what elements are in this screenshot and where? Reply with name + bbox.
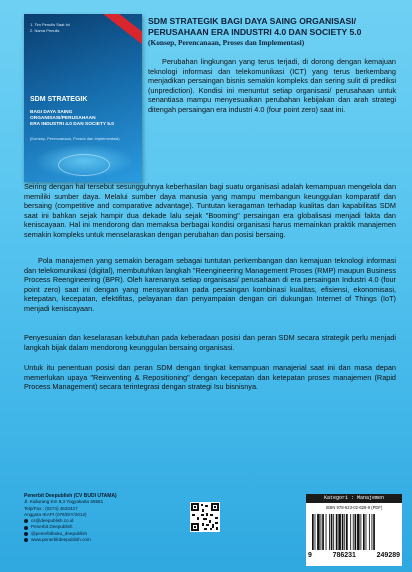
blurb-paragraph-3: Pola manajemen yang semakin beragam sebagai tuntutan perkembangan dan kemajuan teknologi informasi dan telekomunikasi (digital), membutuhkan langkah "Reengineering Management Proses (RMP) maupun Business Process Reengineering (BPR). Oleh karenanya setiap organisasi/ perusahaan di era persaingan Industri 4.0 (four point zero) saat ini dengan yang mensyaratkan pada persaingan kombinasi kualitas, efisiensi, ekonomisasi, ketepatan, kecepatan, efektifitas, pelayanan dan penyampaian dengan ciri dukungan Internet of Things (IoT) menjadi keniscayaan. xyxy=(24,256,396,313)
barcode-bar xyxy=(336,514,338,550)
barcode-bar xyxy=(315,514,316,550)
barcode-digits-right: 249289 xyxy=(376,552,400,559)
publisher-phone: Telp/Fax : (0274) 4533427 xyxy=(24,505,78,511)
barcode-digits-mid: 786231 xyxy=(332,552,356,559)
barcode-bar xyxy=(369,514,370,550)
thumbnail-subtitle: (Konsep, Perencanaan, Proses dan Implementasi) xyxy=(30,136,120,141)
publisher-address: Jl. Kaliurang Km 9,3 Yogyakarta 55581 xyxy=(24,499,104,505)
category-label: Kategori : Manajemen xyxy=(306,494,402,503)
barcode-bar xyxy=(363,514,365,550)
barcode-bar xyxy=(326,514,327,550)
thumbnail-network-graphic xyxy=(58,154,110,176)
barcode-bar xyxy=(331,514,333,550)
barcode-bar xyxy=(342,514,344,550)
barcode-icon xyxy=(310,514,398,552)
publisher-facebook[interactable]: Penerbit Deepublish xyxy=(31,524,73,530)
barcode-bar xyxy=(329,514,330,550)
barcode-bar xyxy=(321,514,322,550)
barcode-bar xyxy=(344,514,345,550)
publisher-website[interactable]: www.penerbitdeepublish.com xyxy=(31,537,91,543)
instagram-icon xyxy=(24,532,28,536)
globe-icon xyxy=(24,538,28,542)
thumbnail-title-lines: BAGI DAYA SAING ORGANISASI/PERUSAHAAN ERA INDUSTRI 4.0 DAN SOCIETY 5.0 xyxy=(30,110,114,127)
barcode-bar xyxy=(372,514,373,550)
thumbnail-authors: 1. Tim Penulis Saat Ini 2. Nama Penulis xyxy=(30,22,70,33)
barcode-bar xyxy=(350,514,351,550)
blurb-paragraph-4: Penyesuaian dan keselarasan kebutuhan pada keberadaan posisi dan peran SDM secara strategik perlu menjadi langkah bijak dalam mendorong keunggulan bersaing organisasi. xyxy=(24,333,396,352)
barcode-bar xyxy=(353,514,354,550)
facebook-icon xyxy=(24,526,28,530)
barcode-bar xyxy=(346,514,348,550)
barcode-bar xyxy=(360,514,361,550)
book-title: SDM STRATEGIK BAGI DAYA SAING ORGANISASI/ PERUSAHAAN ERA INDUSTRI 4.0 DAN SOCIETY 5.0 xyxy=(148,16,362,37)
barcode-bar xyxy=(357,514,360,550)
barcode-bar xyxy=(373,514,375,550)
publisher-info xyxy=(24,493,199,543)
blurb-paragraph-5: Untuk itu penentuan posisi dan peran SDM dengan tingkat kemampuan manajerial saat ini dan masa depan memerlukan upaya "Reinventing & Repositioning" dengan kecepatan dan ketepatan proses manajemen (Rapid Process Management) secara terintegrasi dengan strategi Isu bisnisnya. xyxy=(24,363,396,392)
blurb-paragraph-2: Seiring dengan hal tersebut sesungguhnya keberhasilan bagi suatu organisasi adalah kemampuan mengelola dan memiliki sumber daya. Melalui sumber daya manusia yang mampu membangun keunggulan komparatif dan bersaing (competitive and comparative advantage). Tuntutan keragaman terhadap kualitas dan kapabilitas SDM saat ini bahkan sejak hampir dua dekade lalu sejak "Booming" persaingan era globalisasi menjadi fakta dan keniscayaan. Hal ini mendorong dan memaksa berbagai kondisi organisasi harus memainkan praktik manajemen semakin kompleks untuk menselaraskan dengan perubahan dan posisi bersaing. xyxy=(24,182,396,239)
barcode-bar xyxy=(366,514,367,550)
barcode-numbers xyxy=(308,552,400,559)
barcode-bar xyxy=(355,514,357,550)
qr-code-icon[interactable] xyxy=(190,502,220,532)
barcode-box xyxy=(306,494,402,566)
book-subtitle: (Konsep, Perencanaan, Proses dan Implementasi) xyxy=(148,38,305,47)
barcode-bar xyxy=(322,514,324,550)
publisher-instagram[interactable]: @penerbitbuku_deepublish xyxy=(31,530,88,536)
thumbnail-title: SDM STRATEGIK xyxy=(30,96,88,103)
publisher-member: Anggota IKAPI (076/DIY/2012) xyxy=(24,511,87,517)
barcode-bar xyxy=(333,514,334,550)
publisher-website-row xyxy=(24,537,199,543)
barcode-bar xyxy=(338,514,341,550)
corner-ribbon xyxy=(103,14,142,48)
barcode-digit-left: 9 xyxy=(308,552,312,559)
barcode-bar xyxy=(317,514,320,550)
publisher-name: Penerbit Deepublish (CV BUDI UTAMA) xyxy=(24,493,117,499)
publisher-email[interactable]: cs@deepublish.co.id xyxy=(31,518,74,524)
email-icon xyxy=(24,519,28,523)
isbn-text: ISBN 978-623-02-628-9 (PDF) xyxy=(325,505,383,510)
cover-thumbnail xyxy=(24,14,142,182)
blurb-paragraph-1: Perubahan lingkungan yang terus terjadi, di dorong dengan kemajuan teknologi informasi dan telekomunikasi (ICT) yang terus berkembang menjadikan persaingan bisnis semakin kompleks dan sering sulit di prediksi (unprediction). Kondisi ini menuntut setiap organisasi/ perusahaan untuk senantiasa mampu menyesuaikan perubahan kebijakan dan arah strategi ditengah persaingan era industri 4.0 (four point zero) saat ini. xyxy=(148,57,396,114)
barcode-bar xyxy=(312,514,314,550)
